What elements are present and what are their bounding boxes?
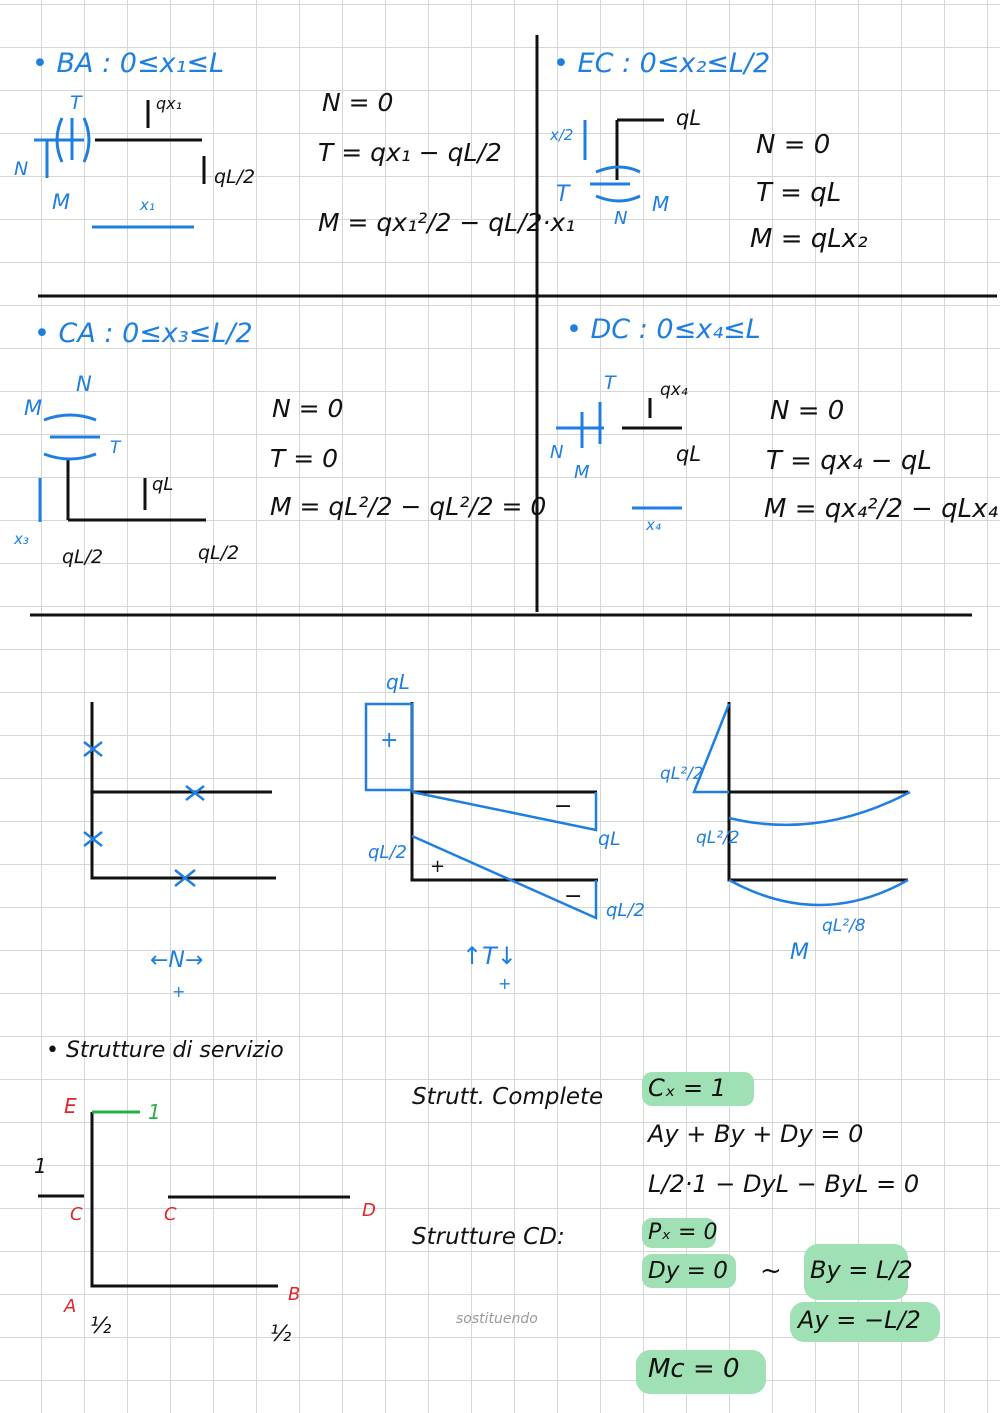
t-right-label-2: qL/2 (606, 900, 645, 921)
node-e: E (64, 1094, 77, 1118)
t-sign: + (498, 974, 512, 993)
unit-load-green: 1 (148, 1100, 161, 1124)
ec-eq-n: N = 0 (756, 130, 831, 160)
dc-dim: x₄ (646, 516, 661, 534)
service-title: • Strutture di servizio (46, 1038, 284, 1063)
dc-reaction: qL (676, 442, 702, 466)
n-diagram (84, 702, 276, 886)
ba-reaction: qL/2 (214, 166, 256, 188)
eq-moment: L/2·1 − DyL − ByL = 0 (648, 1170, 920, 1198)
ba-t-label: T (70, 92, 82, 114)
ca-title: • CA : 0≤x₃≤L/2 (34, 318, 253, 349)
m-left-top-label: qL²/2 (660, 764, 704, 784)
node-a: A (64, 1296, 77, 1317)
ca-eq-n: N = 0 (272, 394, 344, 423)
ca-reaction-left: qL/2 (62, 546, 104, 568)
ba-n-label: N (14, 158, 29, 180)
m-value: qL²/8 (822, 916, 866, 936)
node-c-2: C (164, 1204, 177, 1225)
dc-eq-n: N = 0 (770, 396, 845, 426)
ec-sketch (585, 120, 664, 201)
dc-eq-t: T = qx₄ − qL (766, 446, 932, 476)
m-diagram (694, 702, 910, 905)
dc-title: • DC : 0≤x₄≤L (566, 314, 761, 345)
reaction-a: ½ (90, 1314, 112, 1339)
ba-eq-m: M = qx₁²/2 − qL/2·x₁ (318, 208, 576, 237)
service-sketch (38, 1112, 350, 1286)
result-ay: Ay = −L/2 (798, 1306, 921, 1334)
ca-sketch (40, 415, 206, 522)
complete-label: Strutt. Complete (412, 1084, 604, 1110)
ec-title: • EC : 0≤x₂≤L/2 (553, 48, 771, 79)
m-left-mid-label: qL²/2 (696, 828, 740, 848)
m-caption: M (790, 940, 809, 965)
result-by: By = L/2 (810, 1256, 913, 1284)
n-caption: ←N→ (150, 948, 204, 973)
dc-m-label: M (574, 462, 590, 483)
t-left-label: qL/2 (368, 842, 407, 863)
ec-eq-m: M = qLx₂ (750, 224, 868, 254)
ec-dim: x/2 (550, 126, 574, 144)
ca-eq-t: T = 0 (270, 444, 339, 473)
ba-dim: x₁ (140, 196, 155, 214)
ba-eq-n: N = 0 (322, 88, 394, 117)
ba-eq-t: T = qx₁ − qL/2 (318, 138, 502, 167)
t-right-label-1: qL (598, 828, 621, 850)
t-top-label: qL (386, 670, 410, 694)
reaction-b: ½ (270, 1322, 292, 1347)
dc-load: qx₄ (660, 380, 688, 400)
eq-cx: Cₓ = 1 (648, 1074, 727, 1102)
t-caption: ↑T↓ (462, 942, 517, 970)
ca-m-label: M (24, 396, 43, 420)
node-c-1: C (70, 1204, 83, 1225)
eq-px: Pₓ = 0 (648, 1220, 718, 1245)
ec-t-label: T (556, 182, 570, 207)
note-substituting: sostituendo (456, 1311, 538, 1327)
ca-dim: x₃ (14, 530, 29, 548)
ca-n-label: N (76, 372, 92, 396)
ba-title: • BA : 0≤x₁≤L (32, 48, 225, 79)
unit-load-left: 1 (34, 1154, 47, 1178)
ca-t-label: T (110, 438, 121, 458)
node-b: B (288, 1284, 301, 1305)
ca-load: qL (152, 474, 174, 495)
dc-t-label: T (604, 372, 616, 394)
ec-m-label: M (652, 192, 670, 216)
eq-vertical: Ay + By + Dy = 0 (648, 1120, 864, 1148)
t-minus-1: − (554, 794, 573, 819)
ba-m-label: M (52, 190, 71, 214)
t-plus: + (380, 728, 399, 753)
ba-load: qx₁ (156, 94, 183, 113)
ca-eq-m: M = qL²/2 − qL²/2 = 0 (270, 492, 547, 521)
implies-arrow: ~ (760, 1256, 782, 1286)
n-sign: + (172, 982, 186, 1001)
ca-reaction-right: qL/2 (198, 542, 240, 564)
dc-eq-m: M = qx₄²/2 − qLx₄ (764, 494, 998, 524)
t-minus-2: − (564, 884, 583, 909)
dc-n-label: N (550, 442, 564, 463)
result-mc: Mc = 0 (648, 1354, 740, 1384)
dc-sketch (556, 398, 682, 508)
ec-load: qL (676, 106, 702, 130)
ec-n-label: N (614, 208, 628, 229)
cd-label: Strutture CD: (412, 1224, 565, 1250)
node-d: D (362, 1200, 376, 1221)
ec-eq-t: T = qL (756, 178, 842, 208)
eq-dy: Dy = 0 (648, 1258, 728, 1284)
t-plus-2: + (430, 856, 446, 877)
